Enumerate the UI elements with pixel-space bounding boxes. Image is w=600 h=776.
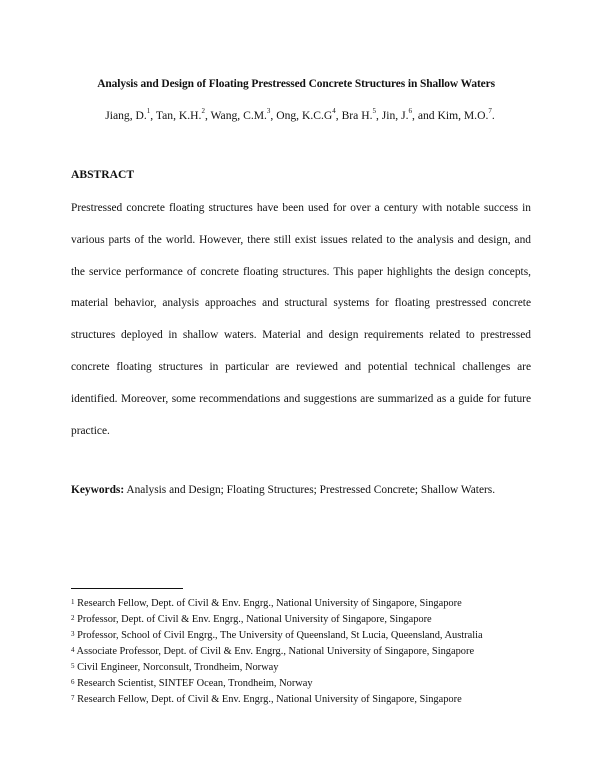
abstract-body: [71, 193, 531, 447]
footnotes: [71, 596, 541, 708]
abstract-line: identified. Moreover, some recommendations and suggestions are summarized as a guide for future: [71, 392, 531, 405]
footnote: $^1$ Research Fellow, Dept. of Civil & Env. Engrg., National University of Singapore, Singapore: [71, 598, 462, 609]
keywords-label: Keywords:: [71, 484, 125, 496]
footnote-divider: [71, 588, 183, 589]
author: Kim, M.O.$^7$.: [437, 107, 495, 122]
footnote: $^2$ Professor, Dept. of Civil & Env. Engrg., National University of Singapore, Singapore: [71, 614, 432, 625]
abstract-line: concrete floating structures in particular are reviewed and potential technical challenges are: [71, 360, 531, 373]
abstract-line: structures deployed in shallow waters. Material and design requirements related to prestressed: [71, 329, 531, 342]
author: Jiang, D.$^1$,: [105, 107, 156, 122]
footnote: $^5$ Civil Engineer, Norconsult, Trondheim, Norway: [71, 662, 279, 673]
abstract-line: various parts of the world. However, there still exist issues related to the analysis and design, and: [71, 233, 531, 246]
abstract-line: material behavior, analysis approaches and structural systems for floating prestressed concrete: [71, 297, 531, 310]
paper-title: Analysis and Design of Floating Prestressed Concrete Structures in Shallow Waters: [97, 77, 496, 90]
author: Ong, $K.C.G^4$,: [276, 107, 342, 122]
author-list: [0, 109, 600, 122]
keywords: [71, 484, 495, 496]
footnote: $^3$ Professor, School of Civil Engrg., The University of Queensland, St Lucia, Queensland, Australia: [71, 630, 483, 641]
abstract-line: Prestressed concrete floating structures have been used for over a century with notable success in: [71, 202, 531, 214]
author: Bra H.$^5$,: [341, 107, 382, 122]
author: Wang, C.M.$^3$,: [210, 107, 277, 122]
author: Tan, K.H.$^2$,: [155, 107, 211, 122]
keywords-text: Analysis and Design; Floating Structures; Prestressed Concrete; Shallow Waters.: [124, 484, 496, 496]
abstract-heading: ABSTRACT: [71, 168, 135, 181]
footnote: $^7$ Research Fellow, Dept. of Civil & Env. Engrg., National University of Singapore, Singapore: [71, 694, 462, 705]
abstract-line: practice.: [71, 424, 110, 437]
abstract-line: the service performance of concrete floating structures. This paper highlights the design concepts,: [71, 265, 531, 278]
footnote: $^4$ Associate Professor, Dept. of Civil & Env. Engrg., National University of Singapore, Singapore: [71, 646, 475, 657]
author: Jin, J.$^6$, and: [381, 107, 438, 122]
footnote: $^6$ Research Scientist, SINTEF Ocean, Trondheim, Norway: [71, 678, 313, 689]
